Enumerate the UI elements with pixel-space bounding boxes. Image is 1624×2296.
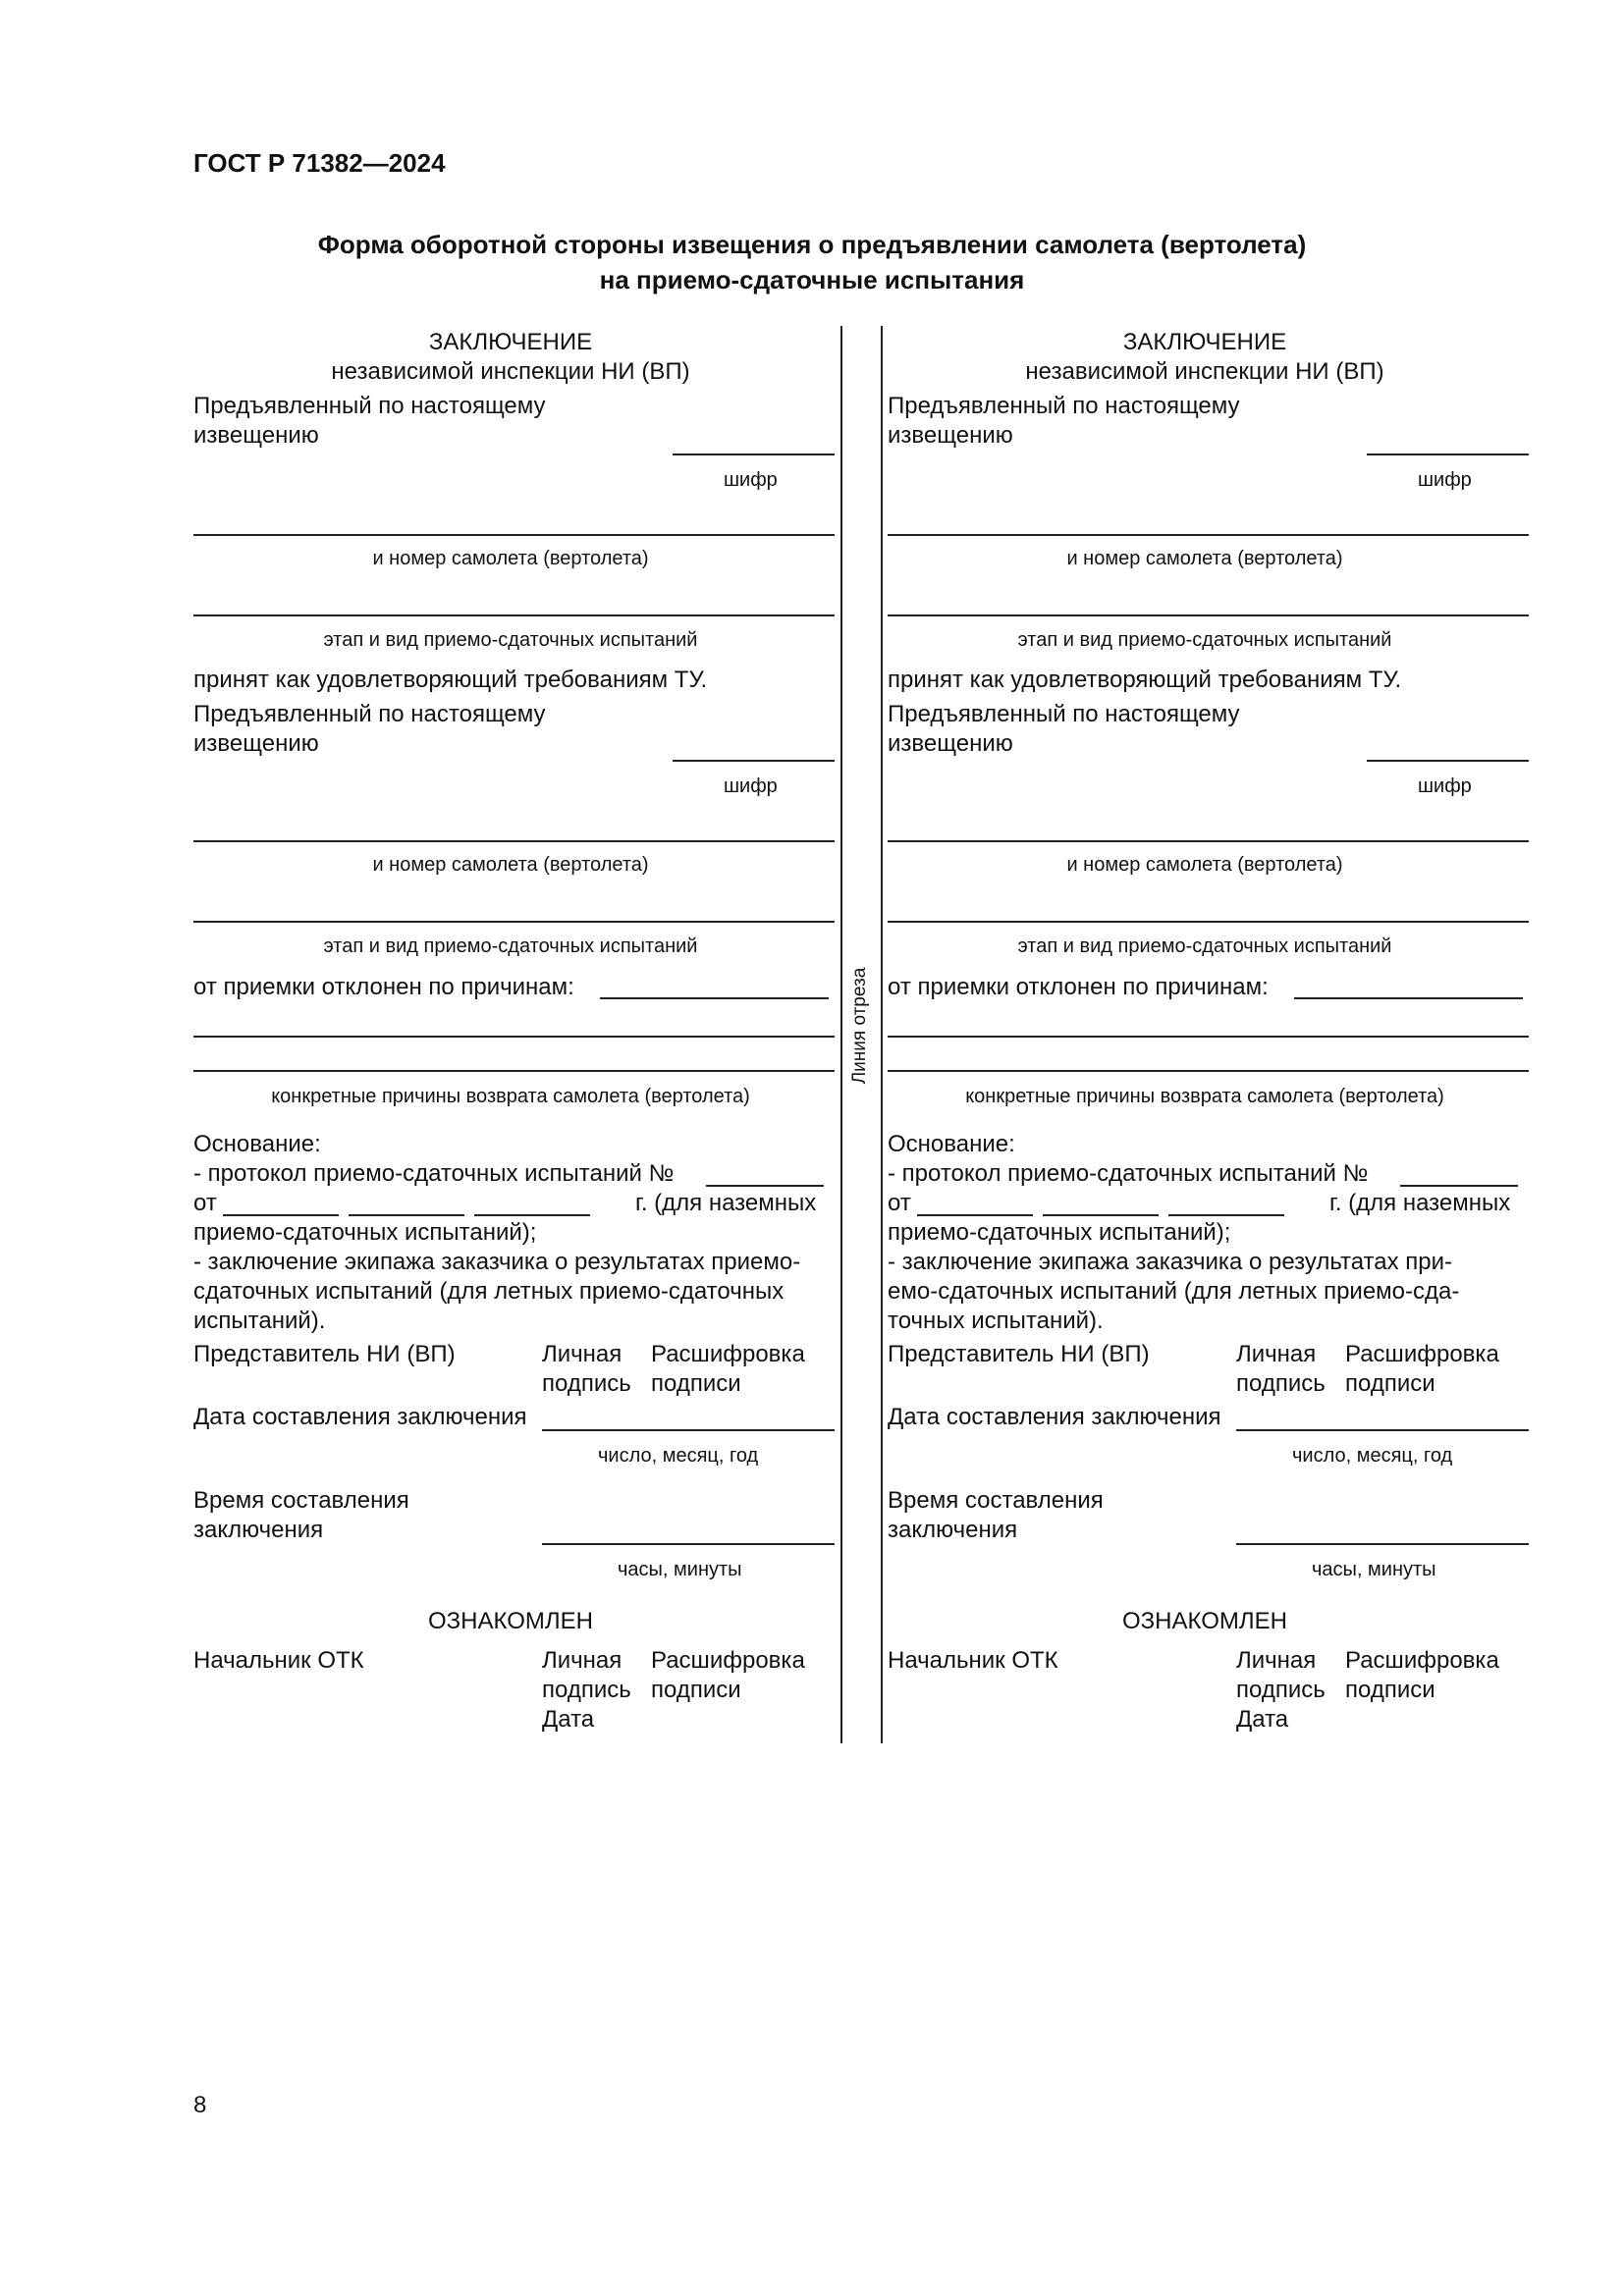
basis-label: Основание:: [888, 1131, 1015, 1157]
crew-conclusion-3: точных испытаний).: [888, 1308, 1104, 1334]
acknowledged-heading: ОЗНАКОМЛЕН: [1122, 1608, 1287, 1634]
presented-label-second-2: извещению: [193, 730, 319, 757]
otk-personal-label: Личная: [1236, 1647, 1317, 1674]
date-hint: число, месяц, год: [1292, 1445, 1453, 1467]
otk-head-label: Начальник ОТК: [888, 1647, 1058, 1674]
date-line[interactable]: [542, 1429, 835, 1431]
form-title-line-1: Форма оборотной стороны извещения о предъявлении самолета (вертолета): [317, 230, 1307, 259]
aircraft-number-line-second[interactable]: [193, 840, 835, 842]
rejection-reason-line-2[interactable]: [193, 1036, 835, 1038]
conclusion-column-right: [888, 0, 1624, 2296]
crew-conclusion-1: - заключение экипажа заказчика о результатах при-: [888, 1249, 1453, 1275]
rejected-text: от приемки отклонен по причинам:: [193, 974, 574, 1000]
date-day-line[interactable]: [223, 1214, 339, 1216]
date-hint: число, месяц, год: [598, 1445, 759, 1467]
signature-label: подпись: [542, 1370, 631, 1397]
rejection-reason-line-1[interactable]: [600, 997, 829, 999]
aircraft-number-hint: и номер самолета (вертолета): [372, 548, 649, 569]
representative-label: Представитель НИ (ВП): [193, 1341, 456, 1367]
cipher-hint-second: шифр: [1418, 775, 1472, 797]
accepted-text: принят как удовлетворяющий требованиям ТУ.: [193, 667, 708, 693]
decode-label-2: подписи: [1345, 1370, 1435, 1397]
aircraft-number-line-second[interactable]: [888, 840, 1529, 842]
cipher-hint-second: шифр: [724, 775, 778, 797]
ground-tests-label-2: приемо-сдаточных испытаний);: [888, 1219, 1231, 1246]
date-label: Дата составления заключения: [888, 1404, 1221, 1430]
test-stage-hint: этап и вид приемо-сдаточных испытаний: [323, 629, 698, 651]
decode-label: Расшифровка: [1345, 1341, 1499, 1367]
presented-label: Предъявленный по настоящему: [193, 393, 546, 419]
date-label: Дата составления заключения: [193, 1404, 527, 1430]
rejection-reason-line-2[interactable]: [888, 1036, 1529, 1038]
document-code: ГОСТ Р 71382—2024: [193, 148, 446, 178]
presented-label: Предъявленный по настоящему: [888, 393, 1240, 419]
test-stage-line[interactable]: [888, 614, 1529, 616]
conclusion-subheading: независимой инспекции НИ (ВП): [1025, 358, 1384, 385]
otk-decode-label: Расшифровка: [651, 1647, 805, 1674]
decode-label-2: подписи: [651, 1370, 741, 1397]
cipher-line[interactable]: [673, 454, 835, 455]
date-month-line[interactable]: [349, 1214, 464, 1216]
presented-label-second-2: извещению: [888, 730, 1013, 757]
cipher-line[interactable]: [1367, 454, 1529, 455]
crew-conclusion-2: сдаточных испытаний (для летных приемо-сдаточных: [193, 1278, 785, 1305]
date-day-line[interactable]: [917, 1214, 1033, 1216]
aircraft-number-hint-second: и номер самолета (вертолета): [1066, 854, 1343, 876]
otk-date-label: Дата: [1236, 1706, 1289, 1733]
test-stage-line-second[interactable]: [888, 921, 1529, 923]
crew-conclusion-1: - заключение экипажа заказчика о результатах приемо-: [193, 1249, 801, 1275]
acknowledged-heading: ОЗНАКОМЛЕН: [428, 1608, 593, 1634]
cipher-hint: шифр: [1418, 469, 1472, 491]
time-label-2: заключения: [193, 1517, 324, 1543]
protocol-number-line[interactable]: [1400, 1185, 1518, 1187]
from-label: от: [888, 1190, 911, 1216]
conclusion-heading: ЗАКЛЮЧЕНИЕ: [428, 329, 593, 355]
rejection-reason-line-3[interactable]: [888, 1070, 1529, 1072]
test-stage-line[interactable]: [193, 614, 835, 616]
otk-decode-label-2: подписи: [651, 1677, 741, 1703]
accepted-text: принят как удовлетворяющий требованиям ТУ.: [888, 667, 1402, 693]
representative-label: Представитель НИ (ВП): [888, 1341, 1150, 1367]
cipher-line-second[interactable]: [673, 760, 835, 762]
rejection-reason-line-1[interactable]: [1294, 997, 1523, 999]
otk-decode-label: Расшифровка: [1345, 1647, 1499, 1674]
personal-label: Личная: [1236, 1341, 1317, 1367]
test-stage-hint: этап и вид приемо-сдаточных испытаний: [1017, 629, 1392, 651]
date-line[interactable]: [1236, 1429, 1529, 1431]
aircraft-number-hint: и номер самолета (вертолета): [1066, 548, 1343, 569]
time-line[interactable]: [542, 1543, 835, 1545]
basis-label: Основание:: [193, 1131, 321, 1157]
time-hint: часы, минуты: [618, 1559, 742, 1580]
crew-conclusion-2: емо-сдаточных испытаний (для летных приемо-сда-: [888, 1278, 1460, 1305]
otk-signature-label: подпись: [542, 1677, 631, 1703]
otk-decode-label-2: подписи: [1345, 1677, 1435, 1703]
presented-label-2: извещению: [193, 422, 319, 449]
date-year-line[interactable]: [474, 1214, 590, 1216]
protocol-label: - протокол приемо-сдаточных испытаний №: [888, 1160, 1369, 1187]
otk-signature-label: подпись: [1236, 1677, 1326, 1703]
otk-personal-label: Личная: [542, 1647, 623, 1674]
ground-tests-label-2: приемо-сдаточных испытаний);: [193, 1219, 537, 1246]
aircraft-number-line[interactable]: [193, 534, 835, 536]
from-label: от: [193, 1190, 217, 1216]
ground-tests-label: г. (для наземных: [635, 1190, 817, 1216]
conclusion-heading: ЗАКЛЮЧЕНИЕ: [1122, 329, 1287, 355]
presented-label-2: извещению: [888, 422, 1013, 449]
decode-label: Расшифровка: [651, 1341, 805, 1367]
time-label: Время составления: [193, 1487, 409, 1514]
conclusion-subheading: независимой инспекции НИ (ВП): [331, 358, 690, 385]
time-label-2: заключения: [888, 1517, 1018, 1543]
cut-line-label: Линия отреза: [849, 967, 870, 1085]
presented-label-second: Предъявленный по настоящему: [888, 701, 1240, 727]
test-stage-hint-second: этап и вид приемо-сдаточных испытаний: [1017, 935, 1392, 957]
time-label: Время составления: [888, 1487, 1104, 1514]
date-year-line[interactable]: [1168, 1214, 1284, 1216]
cipher-hint: шифр: [724, 469, 778, 491]
rejected-text: от приемки отклонен по причинам:: [888, 974, 1269, 1000]
rejection-reason-line-3[interactable]: [193, 1070, 835, 1072]
protocol-label: - протокол приемо-сдаточных испытаний №: [193, 1160, 675, 1187]
aircraft-number-line[interactable]: [888, 534, 1529, 536]
otk-head-label: Начальник ОТК: [193, 1647, 364, 1674]
ground-tests-label: г. (для наземных: [1329, 1190, 1511, 1216]
return-reasons-hint: конкретные причины возврата самолета (вертолета): [271, 1086, 750, 1107]
aircraft-number-hint-second: и номер самолета (вертолета): [372, 854, 649, 876]
test-stage-line-second[interactable]: [193, 921, 835, 923]
personal-label: Личная: [542, 1341, 623, 1367]
signature-label: подпись: [1236, 1370, 1326, 1397]
time-hint: часы, минуты: [1312, 1559, 1436, 1580]
presented-label-second: Предъявленный по настоящему: [193, 701, 546, 727]
form-title-line-2: на приемо-сдаточные испытания: [599, 265, 1025, 294]
page-number: 8: [193, 2092, 207, 2118]
protocol-number-line[interactable]: [706, 1185, 824, 1187]
test-stage-hint-second: этап и вид приемо-сдаточных испытаний: [323, 935, 698, 957]
date-month-line[interactable]: [1043, 1214, 1159, 1216]
return-reasons-hint: конкретные причины возврата самолета (вертолета): [965, 1086, 1444, 1107]
time-line[interactable]: [1236, 1543, 1529, 1545]
otk-date-label: Дата: [542, 1706, 595, 1733]
crew-conclusion-3: испытаний).: [193, 1308, 326, 1334]
cipher-line-second[interactable]: [1367, 760, 1529, 762]
